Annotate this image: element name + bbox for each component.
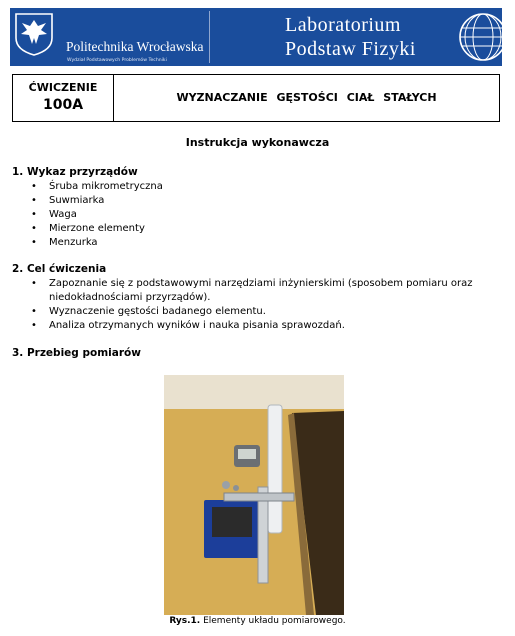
university-logo-icon bbox=[14, 12, 54, 56]
list-item: • Wyznaczenie gęstości badanego elementu. bbox=[0, 305, 479, 319]
list-item: • Mierzone elementy bbox=[0, 222, 163, 236]
goal-list bbox=[0, 277, 479, 333]
list-item: • Waga bbox=[0, 208, 163, 222]
section-heading-equipment: 1. Wykaz przyrządów bbox=[12, 166, 138, 178]
lab-title-line1: Laboratorium bbox=[285, 14, 401, 36]
list-item: • Suwmiarka bbox=[0, 194, 163, 208]
equipment-list bbox=[0, 180, 163, 250]
exercise-number: 100A bbox=[42, 97, 84, 113]
caption-label: Rys.1. bbox=[169, 616, 201, 626]
section-heading-goal: 2. Cel ćwiczenia bbox=[12, 263, 107, 275]
list-item: • Zapoznanie się z podstawowymi narzędziami inżynierskimi (sposobem pomiaru oraz niedokładnościami przyrządów). bbox=[0, 277, 479, 305]
figure-caption bbox=[0, 616, 515, 626]
instruction-title: Instrukcja wykonawcza bbox=[185, 136, 330, 149]
faculty-name: Wydział Podstawowych Problemów Techniki bbox=[67, 58, 167, 63]
globe-logo-icon bbox=[457, 11, 509, 63]
caption-text: Elementy układu pomiarowego. bbox=[200, 616, 346, 626]
header-banner bbox=[10, 8, 502, 66]
exercise-label: ĆWICZENIE bbox=[28, 81, 98, 94]
banner-divider bbox=[209, 11, 210, 63]
list-item: • Śruba mikrometryczna bbox=[0, 180, 163, 194]
exercise-table bbox=[12, 74, 500, 122]
exercise-number-cell bbox=[13, 75, 114, 121]
measurement-setup-photo bbox=[164, 375, 344, 615]
section-heading-procedure: 3. Przebieg pomiarów bbox=[12, 347, 141, 359]
lab-title-line2: Podstaw Fizyki bbox=[285, 38, 416, 60]
exercise-title: WYZNACZANIE GĘSTOŚCI CIAŁ STAŁYCH bbox=[176, 91, 437, 104]
list-item: • Menzurka bbox=[0, 236, 163, 250]
university-name: Politechnika Wrocławska bbox=[66, 39, 204, 54]
list-item: • Analiza otrzymanych wyników i nauka pisania sprawozdań. bbox=[0, 319, 479, 333]
